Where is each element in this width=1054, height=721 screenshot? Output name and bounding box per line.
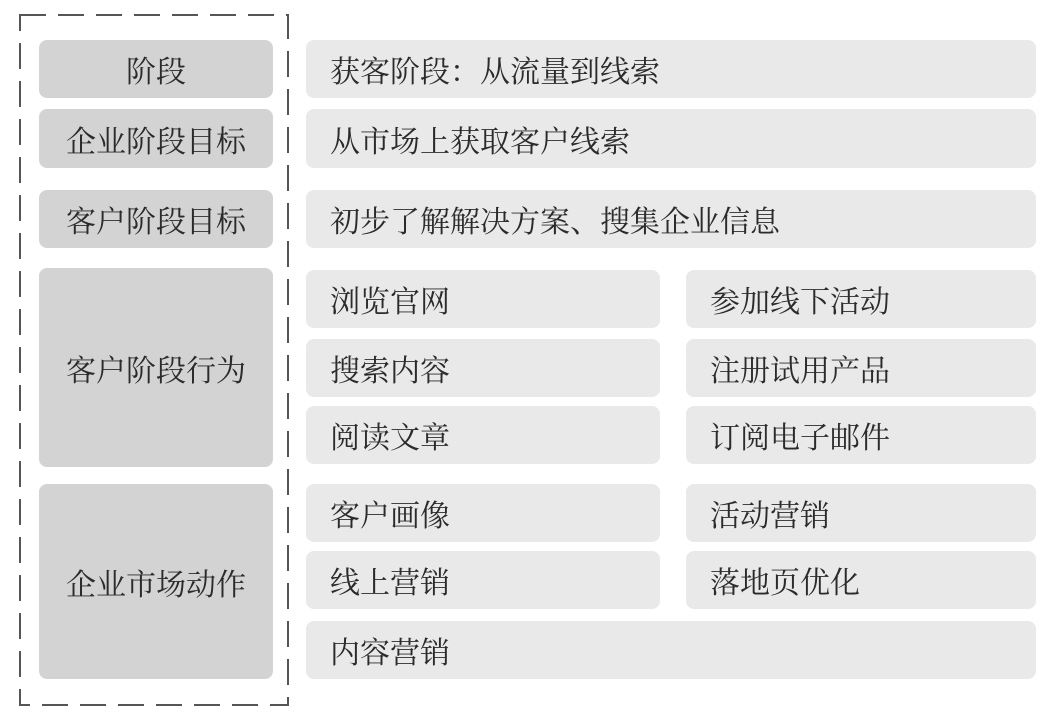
marketing-action-item: 落地页优化: [686, 551, 1036, 609]
label-enterprise-market-action: 企业市场动作: [39, 484, 273, 679]
behavior-item: 注册试用产品: [686, 339, 1036, 397]
label-stage: 阶段: [39, 40, 273, 98]
enterprise-goal-value: 从市场上获取客户线索: [306, 109, 1036, 168]
customer-goal-value: 初步了解解决方案、搜集企业信息: [306, 190, 1036, 248]
marketing-action-item: 活动营销: [686, 484, 1036, 542]
behavior-item: 搜索内容: [306, 339, 660, 397]
marketing-action-item: 内容营销: [306, 621, 1036, 679]
behavior-item: 阅读文章: [306, 406, 660, 464]
stage-value: 获客阶段：从流量到线索: [306, 40, 1036, 98]
behavior-item: 参加线下活动: [686, 270, 1036, 328]
behavior-item: 浏览官网: [306, 270, 660, 328]
label-customer-stage-behavior: 客户阶段行为: [39, 268, 273, 467]
behavior-item: 订阅电子邮件: [686, 406, 1036, 464]
marketing-action-item: 客户画像: [306, 484, 660, 542]
label-customer-stage-goal: 客户阶段目标: [39, 190, 273, 248]
marketing-action-item: 线上营销: [306, 551, 660, 609]
label-enterprise-stage-goal: 企业阶段目标: [39, 109, 273, 168]
